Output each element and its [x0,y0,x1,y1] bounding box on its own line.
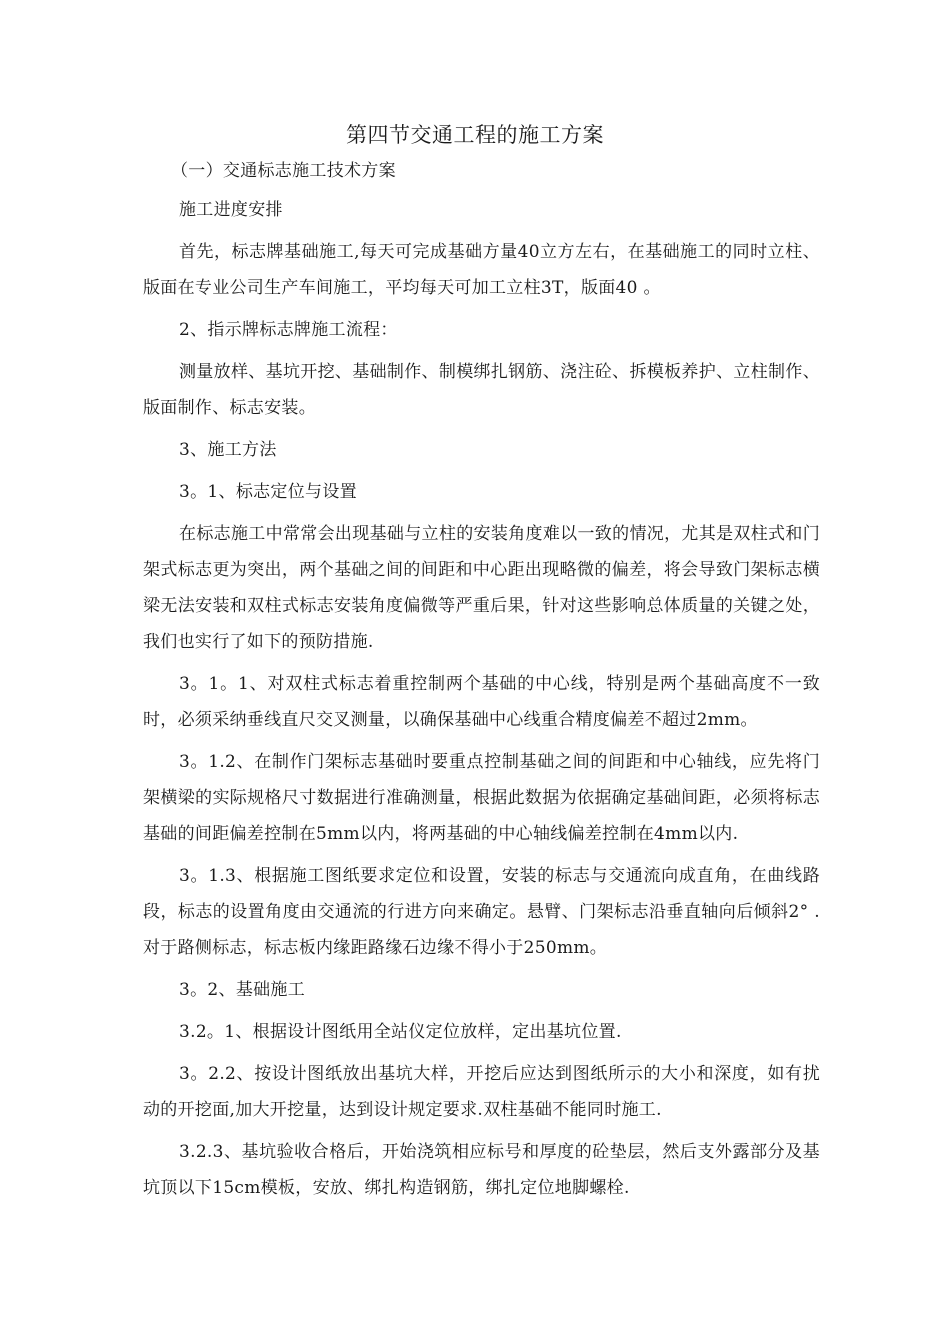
paragraph: 3。2、基础施工 [179,980,306,1000]
paragraph: 3.2.3、基坑验收合格后，开始浇筑相应标号和厚度的砼垫层，然后支外露部分及基坑顶以下15cm模板，安放、绑扎构造钢筋，绑扎定位地脚螺栓. [143,1142,820,1198]
paragraph: 测量放样、基坑开挖、基础制作、制模绑扎钢筋、浇注砼、拆模板养护、立柱制作、版面制作、标志安装。 [143,362,820,418]
paragraph: 3。1.3、根据施工图纸要求定位和设置，安装的标志与交通流向成直角，在曲线路段，标志的设置角度由交通流的行进方向来确定。悬臂、门架标志沿垂直轴向后倾斜2° .对于路侧标志，标志板内缘距路缘石边缘不得小于250mm。 [143,866,820,958]
paragraph: 3。2.2、按设计图纸放出基坑大样，开挖后应达到图纸所示的大小和深度，如有扰动的开挖面,加大开挖量，达到设计规定要求.双柱基础不能同时施工. [143,1064,820,1120]
paragraph: 3。1。1、对双柱式标志着重控制两个基础的中心线，特别是两个基础高度不一致时，必须采纳垂线直尺交叉测量，以确保基础中心线重合精度偏差不超过2mm。 [143,674,820,730]
paragraph: 3.2。1、根据设计图纸用全站仪定位放样，定出基坑位置. [179,1022,622,1042]
page-title: 第四节交通工程的施工方案 [346,123,604,147]
paragraph: 3。1、标志定位与设置 [179,482,357,502]
paragraph: 首先，标志牌基础施工,每天可完成基础方量40立方左右，在基础施工的同时立柱、版面在专业公司生产车间施工，平均每天可加工立柱3T，版面40 。 [143,242,820,298]
paragraph: 3、施工方法 [179,440,277,460]
section-heading: （一）交通标志施工技术方案 [171,161,396,181]
paragraph: 2、指示牌标志牌施工流程： [179,320,398,340]
paragraph: 3。1.2、在制作门架标志基础时要重点控制基础之间的间距和中心轴线，应先将门架横梁的实际规格尺寸数据进行准确测量，根据此数据为依据确定基础间距，必须将标志基础的间距偏差控制在5mm以内，将两基础的中心轴线偏差控制在4mm以内. [143,752,820,844]
document-body [143,156,820,1206]
paragraph: 施工进度安排 [179,200,283,220]
paragraph: 在标志施工中常常会出现基础与立柱的安装角度难以一致的情况，尤其是双柱式和门架式标志更为突出，两个基础之间的间距和中心距出现略微的偏差，将会导致门架标志横梁无法安装和双柱式标志安装角度偏微等严重后果，针对这些影响总体质量的关键之处，我们也实行了如下的预防措施. [143,524,820,652]
